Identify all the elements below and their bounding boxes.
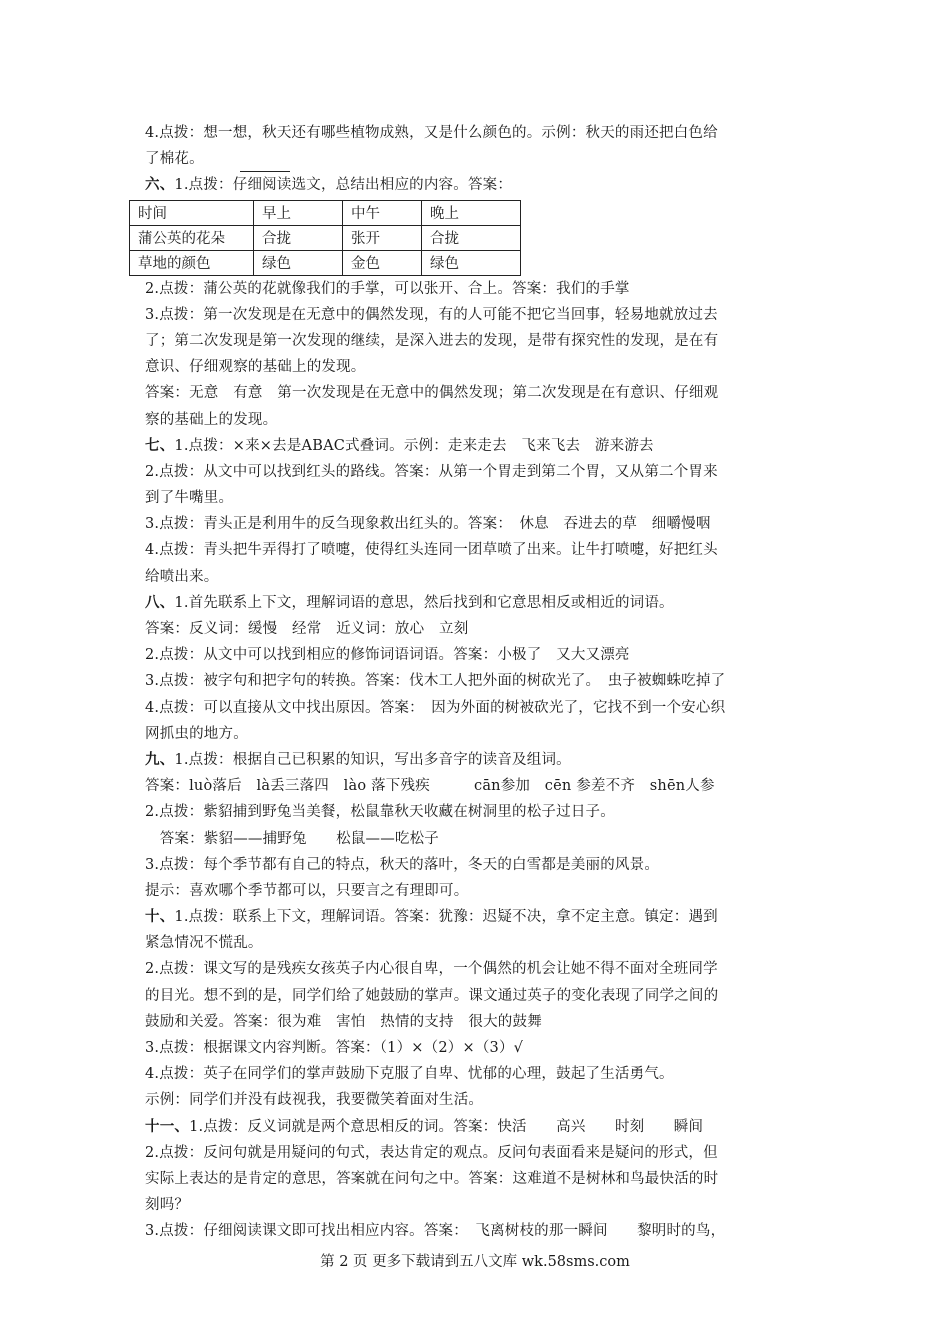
- text-fragment: 1.点拨：联系上下文，理解词语。答案：犹豫：迟疑不决，拿不定主意。镇定：遇到: [174, 909, 718, 926]
- text-line: 2.点拨：从文中可以找到红头的路线。答案：从第一个胃走到第二个胃，又从第二个胃来: [145, 463, 718, 480]
- text-line: 网抓虫的地方。: [145, 725, 248, 742]
- section-6-line: [145, 172, 817, 198]
- section-10-line: [145, 904, 817, 930]
- text-line: 答案：反义词：缓慢 经常 近义词：放心 立刻: [145, 621, 469, 637]
- section-7-line: [145, 433, 817, 459]
- text-line: 3.点拨：被字句和把字句的转换。答案：伐木工人把外面的树砍光了。 虫子被蜘蛛吃掉了: [145, 673, 726, 690]
- text-fragment: 了棉花。: [145, 151, 204, 168]
- text-fragment: 1.点拨：×来×去是ABAC式叠词。示例：走来走去 飞来飞去 游来游去: [174, 437, 654, 454]
- text-line: 了；第二次发现是第一次发现的继续，是深入进去的发现，是带有探究性的发现，是在有: [145, 332, 719, 349]
- section-heading: 八、: [145, 593, 175, 611]
- text-line: 4.点拨：可以直接从文中找出原因。答案： 因为外面的树被砍光了，它找不到一个安心织: [145, 699, 726, 716]
- document-body: [138, 120, 817, 1245]
- text-line: 3.点拨：每个季节都有自己的特点，秋天的落叶，冬天的白雪都是美丽的风景。: [145, 856, 660, 873]
- text-line: 3.点拨：第一次发现是在无意中的偶然发现，有的人可能不把它当回事，轻易地就放过去: [145, 306, 718, 323]
- answer-blank: [240, 157, 290, 172]
- table-cell: 合拢: [254, 225, 343, 250]
- text-line: 2.点拨：课文写的是残疾女孩英子内心很自卑，一个偶然的机会让她不得不面对全班同学: [145, 961, 718, 978]
- table-cell: 时间: [130, 200, 254, 225]
- text-line: 4.点拨：想一想，秋天还有哪些植物成熟，又是什么颜色的。示例：秋天的雨还把白色给: [145, 125, 718, 141]
- answer-table: [129, 200, 521, 276]
- text-fragment: 1.首先联系上下文，理解词语的意思，然后找到和它意思相反或相近的词语。: [174, 594, 674, 611]
- section-heading: 九、: [145, 750, 175, 768]
- text-line: 4.点拨：青头把牛弄得打了喷嚏，使得红头连同一团草喷了出来。让牛打喷嚏，好把红头: [145, 542, 718, 559]
- text-line: 答案：luò落后 là丢三落四 lào 落下残疾 cān参加 cēn 参差不齐 shēn人参: [145, 778, 715, 795]
- section-11-line: [145, 1114, 817, 1140]
- text-line: 实际上表达的是肯定的意思，答案就在问句之中。答案：这难道不是树林和鸟最快活的时: [145, 1170, 719, 1187]
- text-line: 答案：无意 有意 第一次发现是在无意中的偶然发现；第二次发现是在有意识、仔细观: [145, 385, 719, 402]
- text-line: 3.点拨：根据课文内容判断。答案：（1）×（2）×（3）√: [145, 1040, 524, 1056]
- text-line: 2.点拨：蒲公英的花就像我们的手掌，可以张开、合上。答案：我们的手掌: [145, 280, 630, 297]
- page-footer: 第 2 页 更多下载请到五八文库 wk.58sms.com: [320, 1254, 630, 1270]
- text-fragment: 1.点拨：反义词就是两个意思相反的词。答案：快活 高兴 时刻 瞬间: [189, 1118, 704, 1135]
- table-cell: 中午: [343, 200, 422, 225]
- table-cell: 绿色: [254, 250, 343, 275]
- table-row: [130, 200, 521, 225]
- text-line: 2.点拨：反问句就是用疑问的句式，表达肯定的观点。反问句表面看来是疑问的形式，但: [145, 1144, 718, 1161]
- table-cell: 蒲公英的花朵: [130, 225, 254, 250]
- text-line: 察的基础上的发现。: [145, 411, 278, 428]
- table-cell: 早上: [254, 200, 343, 225]
- table-cell: 合拢: [422, 225, 521, 250]
- text-line: 答案：紫貂——捕野兔 松鼠——吃松子: [145, 830, 439, 847]
- text-line: 4.点拨：英子在同学们的掌声鼓励下克服了自卑、忧郁的心理，鼓起了生活勇气。: [145, 1066, 674, 1083]
- section-9-line: [145, 747, 817, 773]
- text-line: [145, 146, 817, 172]
- text-line: 鼓励和关爱。答案：很为难 害怕 热情的支持 很大的鼓舞: [145, 1013, 542, 1030]
- table-cell: 草地的颜色: [130, 250, 254, 275]
- table-cell: 绿色: [422, 250, 521, 275]
- text-line: 意识、仔细观察的基础上的发现。: [145, 359, 366, 376]
- text-line: 3.点拨：青头正是利用牛的反刍现象救出红头的。答案： 休息 吞进去的草 细嚼慢咽: [145, 516, 711, 533]
- text-line: 2.点拨：紫貂捕到野兔当美餐，松鼠靠秋天收藏在树洞里的松子过日子。: [145, 804, 615, 821]
- text-line: 示例：同学们并没有歧视我，我要微笑着面对生活。: [145, 1092, 484, 1109]
- text-fragment: 1.点拨：根据自己已积累的知识，写出多音字的读音及组词。: [174, 751, 571, 768]
- text-line: 的目光。想不到的是，同学们给了她鼓励的掌声。课文通过英子的变化表现了同学之间的: [145, 987, 719, 1004]
- text-line: 紧急情况不慌乱。: [145, 935, 263, 952]
- table-cell: 张开: [343, 225, 422, 250]
- section-heading: 十一、: [145, 1117, 190, 1135]
- text-line: 到了牛嘴里。: [145, 490, 234, 507]
- text-line: 刻吗？: [145, 1197, 190, 1214]
- table-cell: 金色: [343, 250, 422, 275]
- text-line: 给喷出来。: [145, 568, 219, 585]
- text-line: 3.点拨：仔细阅读课文即可找出相应内容。答案： 飞离树枝的那一瞬间 黎明时的鸟，: [145, 1223, 726, 1240]
- table-cell: 晚上: [422, 200, 521, 225]
- text-line: 提示：喜欢哪个季节都可以，只要言之有理即可。: [145, 882, 469, 899]
- table-row: [130, 250, 521, 275]
- section-heading: 七、: [145, 436, 175, 454]
- section-heading: 六、: [145, 176, 175, 194]
- section-8-line: [145, 590, 817, 616]
- text-line: 2.点拨：从文中可以找到相应的修饰词语词语。答案：小极了 又大又漂亮: [145, 647, 630, 664]
- section-heading: 十、: [145, 908, 175, 926]
- table-row: [130, 225, 521, 250]
- text-fragment: 1.点拨：仔细阅读选文，总结出相应的内容。答案：: [174, 177, 513, 194]
